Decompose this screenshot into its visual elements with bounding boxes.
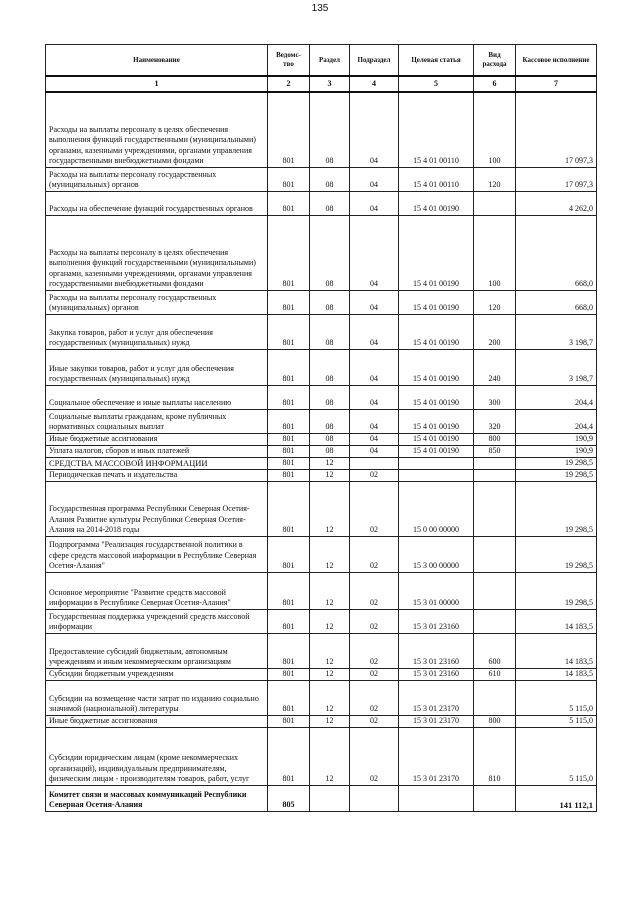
col-number: 5	[399, 76, 474, 92]
row-podrazdel: 02	[350, 469, 399, 481]
row-amount: 14 183,5	[516, 633, 597, 668]
col-header-razdel: Раздел	[310, 45, 350, 77]
row-amount: 5 115,0	[516, 680, 597, 715]
row-vid: 240	[474, 349, 516, 385]
row-vedom: 801	[268, 633, 310, 668]
row-vid	[474, 536, 516, 572]
row-vedom: 801	[268, 349, 310, 385]
table-row	[46, 215, 597, 290]
row-amount: 19 298,5	[516, 536, 597, 572]
row-razdel: 12	[310, 469, 350, 481]
row-vedom: 801	[268, 433, 310, 445]
row-vid	[474, 609, 516, 633]
row-vedom: 801	[268, 92, 310, 167]
row-amount: 19 298,5	[516, 469, 597, 481]
row-razdel: 08	[310, 445, 350, 457]
row-name: Социальные выплаты гражданам, кроме публичных нормативных социальных выплат	[46, 409, 268, 433]
table-row	[46, 715, 597, 727]
row-razdel	[310, 785, 350, 811]
row-name: Расходы на выплаты персоналу в целях обеспечения выполнения функций государственными (муниципальными) органами, казенными учреждениями, органами управления государственными внебюджетными фондами	[46, 215, 268, 290]
row-name: Предоставление субсидий бюджетным, автономным учреждениям и иным некоммерческим организациям	[46, 633, 268, 668]
table-row	[46, 727, 597, 785]
budget-table	[45, 44, 597, 812]
row-podrazdel: 02	[350, 668, 399, 680]
row-podrazdel: 04	[350, 314, 399, 349]
row-amount: 3 198,7	[516, 349, 597, 385]
row-razdel: 08	[310, 314, 350, 349]
row-vid: 120	[474, 290, 516, 314]
row-amount: 19 298,5	[516, 481, 597, 536]
col-header-name: Наименование	[46, 45, 268, 77]
row-podrazdel: 04	[350, 445, 399, 457]
row-target	[399, 469, 474, 481]
row-razdel: 08	[310, 385, 350, 409]
table-row	[46, 457, 597, 469]
row-vedom: 801	[268, 680, 310, 715]
table-row	[46, 536, 597, 572]
row-name: Подпрограмма "Реализация государственной политики в сфере средств массовой информации в Республике Северная Осетия-Алания"	[46, 536, 268, 572]
row-vid: 600	[474, 633, 516, 668]
row-vedom: 801	[268, 290, 310, 314]
row-amount: 204,4	[516, 409, 597, 433]
row-podrazdel: 04	[350, 92, 399, 167]
row-name: Комитет связи и массовых коммуникаций Республики Северная Осетия-Алания	[46, 785, 268, 811]
row-podrazdel: 04	[350, 433, 399, 445]
row-podrazdel: 02	[350, 609, 399, 633]
row-amount: 5 115,0	[516, 727, 597, 785]
col-header-podrazdel: Подраздел	[350, 45, 399, 77]
row-razdel: 08	[310, 92, 350, 167]
row-vid	[474, 191, 516, 215]
col-number: 1	[46, 76, 268, 92]
row-podrazdel: 02	[350, 727, 399, 785]
row-vid: 100	[474, 215, 516, 290]
row-podrazdel: 04	[350, 290, 399, 314]
row-name: Субсидии бюджетным учреждениям	[46, 668, 268, 680]
row-vedom: 801	[268, 715, 310, 727]
row-vedom: 801	[268, 481, 310, 536]
row-target: 15 3 01 23170	[399, 727, 474, 785]
row-podrazdel: 04	[350, 167, 399, 191]
table-row	[46, 167, 597, 191]
row-podrazdel: 02	[350, 572, 399, 609]
row-amount: 14 183,5	[516, 668, 597, 680]
row-amount: 141 112,1	[516, 785, 597, 811]
row-vedom: 801	[268, 314, 310, 349]
row-podrazdel: 02	[350, 715, 399, 727]
row-target: 15 0 00 00000	[399, 481, 474, 536]
table-row	[46, 572, 597, 609]
row-podrazdel: 02	[350, 536, 399, 572]
row-vedom: 801	[268, 457, 310, 469]
row-name: Государственная поддержка учреждений средств массовой информации	[46, 609, 268, 633]
row-razdel: 12	[310, 572, 350, 609]
row-amount: 5 115,0	[516, 715, 597, 727]
row-name: Иные бюджетные ассигнования	[46, 433, 268, 445]
row-razdel: 08	[310, 349, 350, 385]
row-target: 15 4 01 00190	[399, 385, 474, 409]
row-target: 15 4 01 00190	[399, 215, 474, 290]
row-vedom: 805	[268, 785, 310, 811]
row-vid: 810	[474, 727, 516, 785]
row-vedom: 801	[268, 536, 310, 572]
page-number: 135	[311, 3, 329, 14]
col-header-amount: Кассовое исполнение	[516, 45, 597, 77]
row-vid: 120	[474, 167, 516, 191]
table-row	[46, 290, 597, 314]
row-vid: 300	[474, 385, 516, 409]
row-amount: 4 262,0	[516, 191, 597, 215]
row-podrazdel: 04	[350, 385, 399, 409]
col-number: 6	[474, 76, 516, 92]
table-row	[46, 314, 597, 349]
row-vid: 100	[474, 92, 516, 167]
col-number: 7	[516, 76, 597, 92]
row-amount: 204,4	[516, 385, 597, 409]
table-row	[46, 409, 597, 433]
row-vid: 850	[474, 445, 516, 457]
row-name: Расходы на выплаты персоналу в целях обеспечения выполнения функций государственными (муниципальными) органами, казенными учреждениями, органами управления государственными внебюджетными фондами	[46, 92, 268, 167]
row-podrazdel: 04	[350, 191, 399, 215]
row-name: Уплата налогов, сборов и иных платежей	[46, 445, 268, 457]
row-target: 15 4 01 00190	[399, 445, 474, 457]
header-row	[46, 45, 597, 77]
row-name: Субсидии на возмещение части затрат по изданию социально значимой (национальной) литературы	[46, 680, 268, 715]
row-vid	[474, 785, 516, 811]
row-name: Субсидии юридическим лицам (кроме некоммерческих организаций), индивидуальным предпринимателям, физическим лицам - производителям товаров, работ, услуг	[46, 727, 268, 785]
row-name: Иные закупки товаров, работ и услуг для обеспечения государственных (муниципальных) нужд	[46, 349, 268, 385]
row-target	[399, 785, 474, 811]
row-target: 15 3 01 23160	[399, 609, 474, 633]
row-target: 15 4 01 00190	[399, 191, 474, 215]
row-vid	[474, 481, 516, 536]
row-amount: 668,0	[516, 215, 597, 290]
row-name: Государственная программа Республики Северная Осетия-Алания Развитие культуры Республики Северная Осетия-Алания на 2014-2018 годы	[46, 481, 268, 536]
row-amount: 14 183,5	[516, 609, 597, 633]
row-name: СРЕДСТВА МАССОВОЙ ИНФОРМАЦИИ	[46, 457, 268, 469]
row-name: Расходы на выплаты персоналу государственных (муниципальных) органов	[46, 290, 268, 314]
table-row	[46, 92, 597, 167]
row-razdel: 12	[310, 633, 350, 668]
table-row	[46, 385, 597, 409]
row-razdel: 12	[310, 481, 350, 536]
row-podrazdel: 04	[350, 215, 399, 290]
row-podrazdel	[350, 457, 399, 469]
column-number-row	[46, 76, 597, 92]
table-row	[46, 349, 597, 385]
row-razdel: 12	[310, 680, 350, 715]
table-row	[46, 668, 597, 680]
row-razdel: 12	[310, 457, 350, 469]
row-name: Расходы на выплаты персоналу государственных (муниципальных) органов	[46, 167, 268, 191]
row-target: 15 4 01 00190	[399, 409, 474, 433]
row-podrazdel	[350, 785, 399, 811]
row-razdel: 08	[310, 167, 350, 191]
row-vid	[474, 572, 516, 609]
col-number: 3	[310, 76, 350, 92]
row-podrazdel: 04	[350, 409, 399, 433]
total-row	[46, 785, 597, 811]
row-target: 15 4 01 00110	[399, 167, 474, 191]
col-number: 4	[350, 76, 399, 92]
row-name: Периодическая печать и издательства	[46, 469, 268, 481]
row-name: Основное мероприятие "Развитие средств массовой информации в Республике Северная Осетия-Алания"	[46, 572, 268, 609]
row-name: Расходы на обеспечение функций государственных органов	[46, 191, 268, 215]
table-row	[46, 191, 597, 215]
row-amount: 19 298,5	[516, 572, 597, 609]
row-razdel: 08	[310, 290, 350, 314]
row-target: 15 3 01 23160	[399, 633, 474, 668]
row-podrazdel: 02	[350, 633, 399, 668]
row-amount: 668,0	[516, 290, 597, 314]
row-razdel: 12	[310, 715, 350, 727]
col-header-target: Целевая статья	[399, 45, 474, 77]
row-vedom: 801	[268, 727, 310, 785]
col-header-vid: Вид расхода	[474, 45, 516, 77]
row-amount: 17 097,3	[516, 167, 597, 191]
row-target: 15 3 00 00000	[399, 536, 474, 572]
row-amount: 3 198,7	[516, 314, 597, 349]
row-razdel: 08	[310, 191, 350, 215]
row-target: 15 3 01 23170	[399, 680, 474, 715]
row-amount: 17 097,3	[516, 92, 597, 167]
row-vedom: 801	[268, 572, 310, 609]
row-vid: 800	[474, 433, 516, 445]
row-vid	[474, 469, 516, 481]
row-target: 15 3 01 00000	[399, 572, 474, 609]
row-vid: 200	[474, 314, 516, 349]
row-vid	[474, 680, 516, 715]
table-row	[46, 433, 597, 445]
row-vedom: 801	[268, 215, 310, 290]
row-vedom: 801	[268, 469, 310, 481]
row-vid: 610	[474, 668, 516, 680]
row-target: 15 4 01 00110	[399, 92, 474, 167]
row-podrazdel: 04	[350, 349, 399, 385]
row-name: Иные бюджетные ассигнования	[46, 715, 268, 727]
row-razdel: 12	[310, 536, 350, 572]
table-row	[46, 680, 597, 715]
row-name: Социальное обеспечение и иные выплаты населению	[46, 385, 268, 409]
table-row	[46, 469, 597, 481]
table-row	[46, 633, 597, 668]
table-row	[46, 481, 597, 536]
row-razdel: 12	[310, 727, 350, 785]
row-amount: 190,9	[516, 433, 597, 445]
row-vedom: 801	[268, 409, 310, 433]
row-target: 15 4 01 00190	[399, 290, 474, 314]
row-podrazdel: 02	[350, 481, 399, 536]
row-podrazdel: 02	[350, 680, 399, 715]
row-amount: 19 298,5	[516, 457, 597, 469]
row-vedom: 801	[268, 445, 310, 457]
row-vedom: 801	[268, 609, 310, 633]
row-vedom: 801	[268, 385, 310, 409]
row-razdel: 12	[310, 609, 350, 633]
row-vid: 800	[474, 715, 516, 727]
row-target: 15 3 01 23170	[399, 715, 474, 727]
row-razdel: 08	[310, 215, 350, 290]
row-amount: 190,9	[516, 445, 597, 457]
row-vedom: 801	[268, 668, 310, 680]
col-header-vedom: Ведомс-тво	[268, 45, 310, 77]
row-target: 15 4 01 00190	[399, 314, 474, 349]
row-target: 15 4 01 00190	[399, 349, 474, 385]
row-name: Закупка товаров, работ и услуг для обеспечения государственных (муниципальных) нужд	[46, 314, 268, 349]
row-target: 15 4 01 00190	[399, 433, 474, 445]
table-row	[46, 609, 597, 633]
row-target: 15 3 01 23160	[399, 668, 474, 680]
row-razdel: 08	[310, 433, 350, 445]
row-vid: 320	[474, 409, 516, 433]
row-vedom: 801	[268, 167, 310, 191]
col-number: 2	[268, 76, 310, 92]
row-razdel: 08	[310, 409, 350, 433]
table-row	[46, 445, 597, 457]
row-target	[399, 457, 474, 469]
row-vid	[474, 457, 516, 469]
row-razdel: 12	[310, 668, 350, 680]
row-vedom: 801	[268, 191, 310, 215]
